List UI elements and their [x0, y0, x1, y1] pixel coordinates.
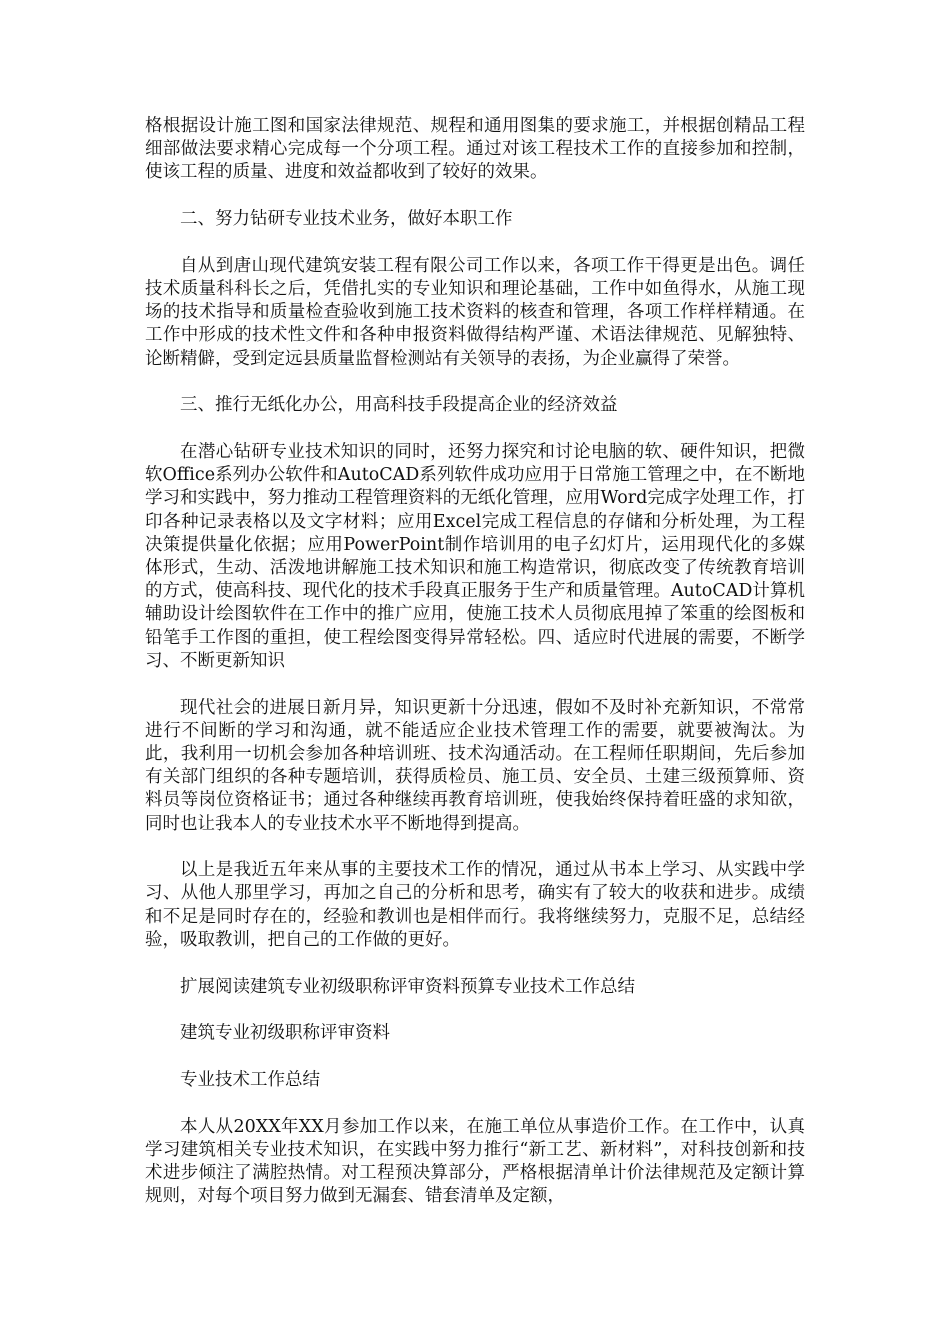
paragraph-continuous-learning: 现代社会的进展日新月异，知识更新十分迅速，假如不及时补充新知识，不常常进行不间断的学习和沟通，就不能适应企业技术管理工作的需要，就要被淘汰。为此，我利用一切机会参加各种培训班、技术沟通活动。在工程师任职期间，先后参加有关部门组织的各种专题培训，获得质检员、施工员、安全员、土建三级预算师、资料员等岗位资格证书；通过各种继续再教育培训班，使我始终保持着旺盛的求知欲，同时也让我本人的专业技术水平不断地得到提高。: [145, 697, 805, 834]
paragraph-paperless-office: 在潜心钻研专业技术知识的同时，还努力探究和讨论电脑的软、硬件知识，把微软Office系列办公软件和AutoCAD系列软件成功应用于日常施工管理之中，在不断地学习和实践中，努力推动工程管理资料的无纸化管理，应用Word完成字处理工作，打印各种记录表格以及文字材料；应用Excel完成工程信息的存储和分析处理，为工程决策提供量化依据；应用PowerPoint制作培训用的电子幻灯片，运用现代化的多媒体形式，生动、活泼地讲解施工技术知识和施工构造常识，彻底改变了传统教育培训的方式，使高科技、现代化的技术手段真正服务于生产和质量管理。AutoCAD计算机辅助设计绘图软件在工作中的推广应用，使施工技术人员彻底甩掉了笨重的绘图板和铅笔手工作图的重担，使工程绘图变得异常轻松。四、适应时代进展的需要，不断学习、不断更新知识: [145, 442, 805, 671]
paragraph-job-performance: 自从到唐山现代建筑安装工程有限公司工作以来，各项工作干得更是出色。调任技术质量科科长之后，凭借扎实的专业知识和理论基础，工作中如鱼得水，从施工现场的技术指导和质量检查验收到施工技术资料的核查和管理，各项工作样样精通。在工作中形成的技术性文件和各种申报资料做得结构严谨、术语法律规范、见解独特、论断精僻，受到定远县质量监督检测站有关领导的表扬，为企业赢得了荣誉。: [145, 255, 805, 369]
paragraph-summary: 以上是我近五年来从事的主要技术工作的情况，通过从书本上学习、从实践中学习、从他人那里学习，再加之自己的分析和思考，确实有了较大的收获和进步。成绩和不足是同时存在的，经验和教训也是相伴而行。我将继续努力，克服不足，总结经验，吸取教训，把自己的工作做的更好。: [145, 860, 805, 950]
paragraph-cost-work: 本人从20XX年XX月参加工作以来，在施工单位从事造价工作。在工作中，认真学习建筑相关专业技术知识，在实践中努力推行“新工艺、新材料”，对科技创新和技术进步倾注了满腔热情。对工程预决算部分，严格根据清单计价法律规范及定额计算规则，对每个项目努力做到无漏套、错套清单及定额，: [145, 1116, 805, 1207]
paragraph-continued-construction: 格根据设计施工图和国家法律规范、规程和通用图集的要求施工，并根据创精品工程细部做法要求精心完成每一个分项工程。通过对该工程技术工作的直接参加和控制，使该工程的质量、进度和效益都收到了较好的效果。: [145, 116, 805, 183]
section-heading-three: 三、推行无纸化办公，用高科技手段提高企业的经济效益: [180, 395, 618, 416]
section-heading-two: 二、努力钻研专业技术业务，做好本职工作: [180, 209, 513, 230]
subtitle-review-materials: 建筑专业初级职称评审资料: [180, 1023, 390, 1044]
subtitle-work-summary: 专业技术工作总结: [180, 1070, 320, 1090]
extended-reading-title: 扩展阅读建筑专业初级职称评审资料预算专业技术工作总结: [180, 976, 635, 997]
document-body: [145, 115, 805, 1209]
